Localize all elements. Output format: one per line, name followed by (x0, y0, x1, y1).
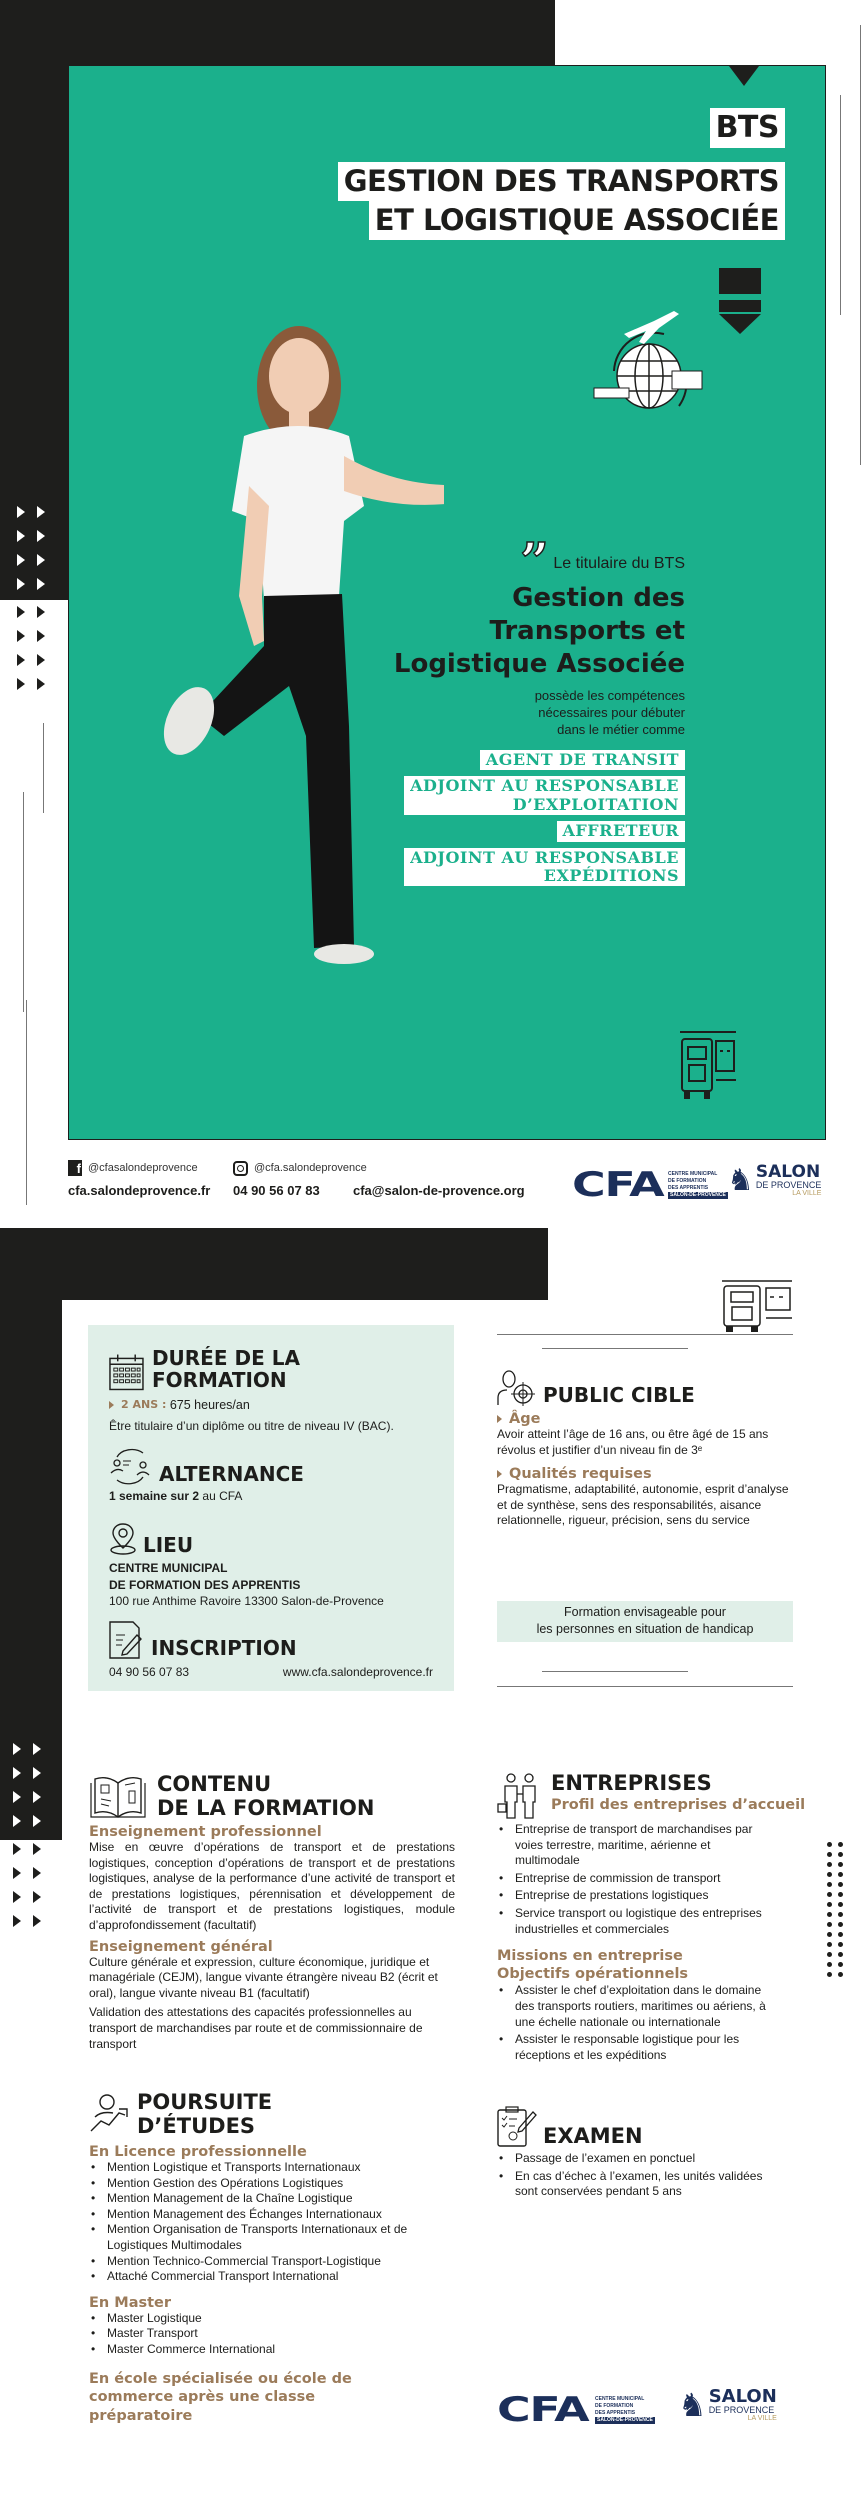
list-item: • Entreprise de commission de transport (497, 1871, 767, 1887)
down-marker-icon (719, 268, 761, 336)
dot (827, 1922, 832, 1927)
dot (838, 1932, 843, 1937)
calendar-icon (109, 1353, 144, 1391)
dot (838, 1882, 843, 1887)
licence-list (89, 2160, 455, 2285)
arrow-icon (17, 506, 25, 518)
salon-logo-sub: DE PROVENCE (755, 1180, 822, 1190)
cfa-logo-bottom (497, 2390, 655, 2430)
salon-logo (727, 1164, 821, 1197)
website-link[interactable]: cfa.salondeprovence.fr (68, 1183, 211, 1198)
bullet-arrow-icon (109, 1401, 114, 1409)
lieu-title: LIEU (143, 1533, 194, 1558)
career-growth-icon (89, 2093, 129, 2135)
arrow-icon (33, 1815, 41, 1827)
missions-label-line1: Missions en entreprise (497, 1948, 683, 1965)
contenu-title (157, 1772, 375, 1820)
info-box (88, 1325, 454, 1691)
notch-triangle-icon (729, 66, 759, 88)
cfa-sub3: DES APPRENTIS (668, 1185, 709, 1191)
arrow-icon (33, 1791, 41, 1803)
arrow-icon (17, 530, 25, 542)
arrow-icon (37, 654, 45, 666)
list-item: • Master Commerce International (89, 2342, 455, 2358)
list-item: • Master Logistique (89, 2311, 455, 2327)
job-adjoint-expeditions: ADJOINT AU RESPONSABLE EXPÉDITIONS (404, 848, 685, 887)
list-item: • Passage de l’examen en ponctuel (497, 2151, 787, 2167)
job-adjoint-exploitation: ADJOINT AU RESPONSABLE D’EXPLOITATION (404, 776, 685, 815)
quote-intro: Le titulaire du BTS (553, 555, 685, 572)
job-agent-de-transit: AGENT DE TRANSIT (480, 750, 685, 770)
list-item: • Assister le responsable logistique pour les réceptions et les expéditions (497, 2032, 782, 2063)
list-item: • Entreprise de transport de marchandises par voies terrestre, maritime, aérienne et multimodale (497, 1822, 767, 1869)
missions-label (497, 1947, 817, 1983)
dot (838, 1972, 843, 1977)
profil-list (497, 1822, 767, 1937)
location-pin-icon (109, 1522, 137, 1556)
cfa-sub3: DES APPRENTIS (595, 2410, 636, 2416)
arrow-icon (17, 578, 25, 590)
alternance-rest: au CFA (199, 1488, 243, 1503)
list-item: • En cas d’échec à l’examen, les unités validées sont conservées pendant 5 ans (497, 2169, 787, 2200)
arrow-icon (17, 654, 25, 666)
decor-line (542, 1671, 688, 1672)
truck-icon (680, 1031, 736, 1101)
profil-label: Profil des entreprises d’accueil (551, 1797, 806, 1814)
inscription-title: INSCRIPTION (151, 1636, 297, 1660)
public-cible-section (497, 1370, 797, 1529)
contact-footer (68, 1160, 538, 1198)
lieu-line2: DE FORMATION DES APPRENTIS (109, 1577, 301, 1592)
age-label: Âge (509, 1411, 541, 1427)
arrow-icon (37, 630, 45, 642)
arrow-icon (13, 1743, 21, 1755)
lion-emblem-icon: ♞ (727, 1163, 754, 1197)
dot (827, 1972, 832, 1977)
alternance-bold: 1 semaine sur 2 (109, 1488, 200, 1503)
arrow-icon (17, 606, 25, 618)
arrow-pattern-mid-dark (13, 1843, 53, 1927)
decor-line (497, 1686, 793, 1687)
master-list (89, 2311, 455, 2358)
hero-panel (68, 65, 826, 1140)
arrow-icon (17, 554, 25, 566)
licence-label: En Licence professionnelle (89, 2144, 307, 2160)
dot (827, 1862, 832, 1867)
gen-label: Enseignement général (89, 1938, 273, 1955)
salon-logo-text: SALON (708, 2386, 777, 2407)
quote-desc-line2: nécessaires pour débuter (538, 705, 685, 720)
missions-label-line2: Objectifs opérationnels (497, 1966, 689, 1983)
age-text: Avoir atteint l’âge de 16 ans, ou être âgé de 15 ans révolus et justifier d’un niveau fin de 3ᵉ (497, 1427, 769, 1457)
contenu-title-line1: CONTENU (157, 1772, 272, 1796)
missions-list (497, 1983, 782, 2063)
salon-logo-bottom (678, 2388, 777, 2422)
arrow-icon (13, 1791, 21, 1803)
pro-text: Mise en œuvre d’opérations de transport et de prestations logistiques, conception d’opérations de transport et de prestations logistiques, analyse de la performance d’une activité de transport et de prestations logistiques, pérennisation et développement de l’activité de transport et de prestations logistiques, module d’approfondissement (facultatif) (89, 1840, 455, 1932)
poursuite-title-line1: POURSUITE (137, 2090, 273, 2114)
alternance-cycle-icon (109, 1447, 151, 1485)
exam-clipboard-icon (497, 2106, 537, 2148)
ecole-label: En école spécialisée ou école de commerce après une classe préparatoire (89, 2370, 352, 2425)
job-list (394, 744, 685, 886)
dot (838, 1962, 843, 1967)
salon-logo-ville: LA VILLE (792, 1190, 822, 1197)
target-person-icon (497, 1370, 537, 1406)
dot (827, 1892, 832, 1897)
dot (827, 1902, 832, 1907)
arrow-icon (17, 630, 25, 642)
cfa-sub1: CENTRE MUNICIPAL (595, 2396, 645, 2402)
arrow-pattern-mid-light (13, 1743, 53, 1827)
qualites-label: Qualités requises (509, 1466, 652, 1483)
cfa-logo-text: CFA (497, 2390, 589, 2430)
instagram-link[interactable]: @cfa.salondeprovence (254, 1162, 367, 1174)
dot (827, 1932, 832, 1937)
phone-number: 04 90 56 07 83 (233, 1183, 320, 1198)
alternance-title: ALTERNANCE (159, 1461, 304, 1486)
handicap-line2: les personnes en situation de handicap (536, 1622, 754, 1636)
globe-logistics-icon (584, 306, 714, 416)
decor-line (860, 25, 861, 465)
arrow-icon (37, 554, 45, 566)
dot (827, 1882, 832, 1887)
dot (827, 1842, 832, 1847)
cfa-sub4: SALON-DE-PROVENCE (670, 1192, 726, 1198)
dot (827, 1912, 832, 1917)
contenu-section (89, 1772, 455, 2052)
decor-line (840, 95, 841, 315)
inscription-phone: 04 90 56 07 83 (109, 1665, 190, 1679)
dot (838, 1902, 843, 1907)
facebook-icon: f (68, 1160, 82, 1176)
inscription-form-icon (109, 1621, 143, 1659)
arrow-icon (13, 1843, 21, 1855)
dot (827, 1872, 832, 1877)
duree-label: 2 ANS : (121, 1397, 167, 1411)
lieu-line1: CENTRE MUNICIPAL (109, 1561, 228, 1576)
arrow-icon (33, 1767, 41, 1779)
list-item: • Mention Logistique et Transports Internationaux (89, 2160, 455, 2176)
dot (838, 1942, 843, 1947)
handicap-box (497, 1601, 793, 1642)
arrow-icon (33, 1743, 41, 1755)
lieu-address: 100 rue Anthime Ravoire 13300 Salon-de-Provence (109, 1593, 384, 1608)
dot (827, 1942, 832, 1947)
quote-icon: ” (520, 531, 549, 590)
list-item: • Mention Organisation de Transports Internationaux et de Logistiques Multimodales (89, 2222, 455, 2253)
job-affreteur: AFFRETEUR (557, 821, 685, 841)
quote-block (393, 531, 685, 886)
decor-line (43, 723, 44, 813)
handshake-people-icon (497, 1772, 545, 1820)
list-item: • Mention Management de la Chaîne Logistique (89, 2191, 455, 2207)
quote-title-line3: Logistique Associée (393, 649, 685, 679)
list-item: • Assister le chef d’exploitation dans le domaine des transports routiers, maritimes ou aériens, à une échelle nationale ou internationale (497, 1983, 782, 2030)
list-item: • Mention Technico-Commercial Transport-Logistique (89, 2254, 455, 2270)
arrow-icon (33, 1891, 41, 1903)
decor-line (26, 1000, 27, 1205)
arrow-icon (13, 1767, 21, 1779)
examen-title: EXAMEN (543, 2123, 643, 2148)
arrow-icon (37, 678, 45, 690)
dot (838, 1842, 843, 1847)
list-item: • Master Transport (89, 2326, 455, 2342)
arrow-icon (17, 678, 25, 690)
list-item: • Service transport ou logistique des entreprises industrielles et commerciales (497, 1906, 767, 1937)
dot (838, 1922, 843, 1927)
dot (827, 1962, 832, 1967)
cfa-logo (572, 1165, 728, 1205)
mid-dark-block (0, 1228, 548, 1300)
decor-line (23, 792, 24, 1012)
arrow-icon (37, 578, 45, 590)
list-item: • Mention Gestion des Opérations Logistiques (89, 2176, 455, 2192)
quote-desc-line1: possède les compétences (534, 688, 685, 703)
dot (838, 1872, 843, 1877)
pro-label: Enseignement professionnel (89, 1824, 322, 1840)
top-dark-block (0, 0, 555, 66)
entreprises-title: ENTREPRISES (551, 1771, 712, 1795)
decor-line (542, 1348, 688, 1349)
arrow-pattern-top-dark (17, 606, 57, 690)
quote-description (394, 687, 685, 738)
duree-prereq: Être titulaire d’un diplôme ou titre de niveau IV (BAC). (109, 1419, 394, 1434)
arrow-icon (37, 530, 45, 542)
salon-logo-text: SALON (755, 1162, 821, 1182)
salon-logo-ville: LA VILLE (747, 2415, 777, 2422)
arrow-icon (37, 506, 45, 518)
dot (838, 1852, 843, 1857)
salon-logo-sub: DE PROVENCE (708, 2405, 775, 2415)
dot (827, 1952, 832, 1957)
dot (838, 1862, 843, 1867)
bts-badge: BTS (710, 108, 785, 148)
hero-title-line1: GESTION DES TRANSPORTS (338, 162, 785, 201)
list-item: • Mention Management des Échanges Internationaux (89, 2207, 455, 2223)
instagram-icon (233, 1161, 248, 1176)
arrow-pattern-top-light (17, 506, 57, 590)
cfa-sub4: SALON-DE-PROVENCE (597, 2417, 653, 2423)
duree-value: 675 heures/an (169, 1398, 250, 1412)
arrow-icon (13, 1867, 21, 1879)
truck-icon (722, 1280, 792, 1335)
cfa-sub2: DE FORMATION (595, 2403, 634, 2409)
quote-title-line2: Transports et (489, 616, 685, 646)
bullet-arrow-icon (497, 1415, 502, 1423)
examen-list (497, 2151, 787, 2200)
contenu-title-line2: DE LA FORMATION (157, 1796, 375, 1820)
decor-line (497, 1334, 793, 1335)
dot-pattern (827, 1842, 849, 1977)
poursuite-section (89, 2090, 455, 2426)
dot (827, 1852, 832, 1857)
arrow-icon (33, 1915, 41, 1927)
poursuite-title-line2: D’ÉTUDES (137, 2114, 256, 2138)
quote-title-line1: Gestion des (512, 583, 685, 613)
quote-title (394, 582, 685, 681)
facebook-link[interactable]: @cfasalondeprovence (88, 1162, 198, 1174)
hero-title-block (338, 108, 785, 240)
handicap-line1: Formation envisageable pour (564, 1605, 726, 1619)
arrow-icon (33, 1867, 41, 1879)
validation-text: Validation des attestations des capacités professionnelles au transport de marchandises par route et de commissionnaire de transport (89, 2005, 423, 2051)
quote-desc-line3: dans le métier comme (557, 722, 685, 737)
bullet-arrow-icon (497, 1470, 502, 1478)
dot (838, 1952, 843, 1957)
dot (838, 1912, 843, 1917)
arrow-icon (33, 1843, 41, 1855)
email-link[interactable]: cfa@salon-de-provence.org (353, 1183, 525, 1198)
qualites-text: Pragmatisme, adaptabilité, autonomie, esprit d’analyse et de synthèse, sens des responsabilités, aisance relationnelle, rigueur, précision, sens du service (497, 1482, 789, 1528)
lion-emblem-icon: ♞ (678, 2387, 707, 2423)
arrow-icon (13, 1891, 21, 1903)
duree-title: DURÉE DE LA FORMATION (151, 1346, 300, 1392)
cfa-logo-text: CFA (572, 1165, 664, 1205)
public-cible-title: PUBLIC CIBLE (543, 1383, 695, 1407)
hero-title-line2: ET LOGISTIQUE ASSOCIÉE (369, 201, 785, 240)
examen-section (497, 2106, 797, 2202)
inscription-website-link[interactable]: www.cfa.salondeprovence.fr (282, 1665, 433, 1679)
cfa-sub1: CENTRE MUNICIPAL (668, 1171, 718, 1177)
open-book-icon (89, 1773, 147, 1819)
cfa-sub2: DE FORMATION (668, 1178, 707, 1184)
arrow-icon (37, 606, 45, 618)
dot (838, 1892, 843, 1897)
arrow-icon (13, 1915, 21, 1927)
list-item: • Entreprise de prestations logistiques (497, 1888, 767, 1904)
poursuite-title (137, 2090, 272, 2138)
list-item: • Attaché Commercial Transport International (89, 2269, 455, 2285)
master-label: En Master (89, 2294, 172, 2311)
gen-text: Culture générale et expression, culture économique, juridique et managériale (CEJM), langue vivante étrangère niveau B2 (écrit et oral), langue vivante niveau B1 (facultatif) (89, 1954, 438, 2000)
entreprises-section (497, 1772, 817, 2065)
arrow-icon (13, 1815, 21, 1827)
